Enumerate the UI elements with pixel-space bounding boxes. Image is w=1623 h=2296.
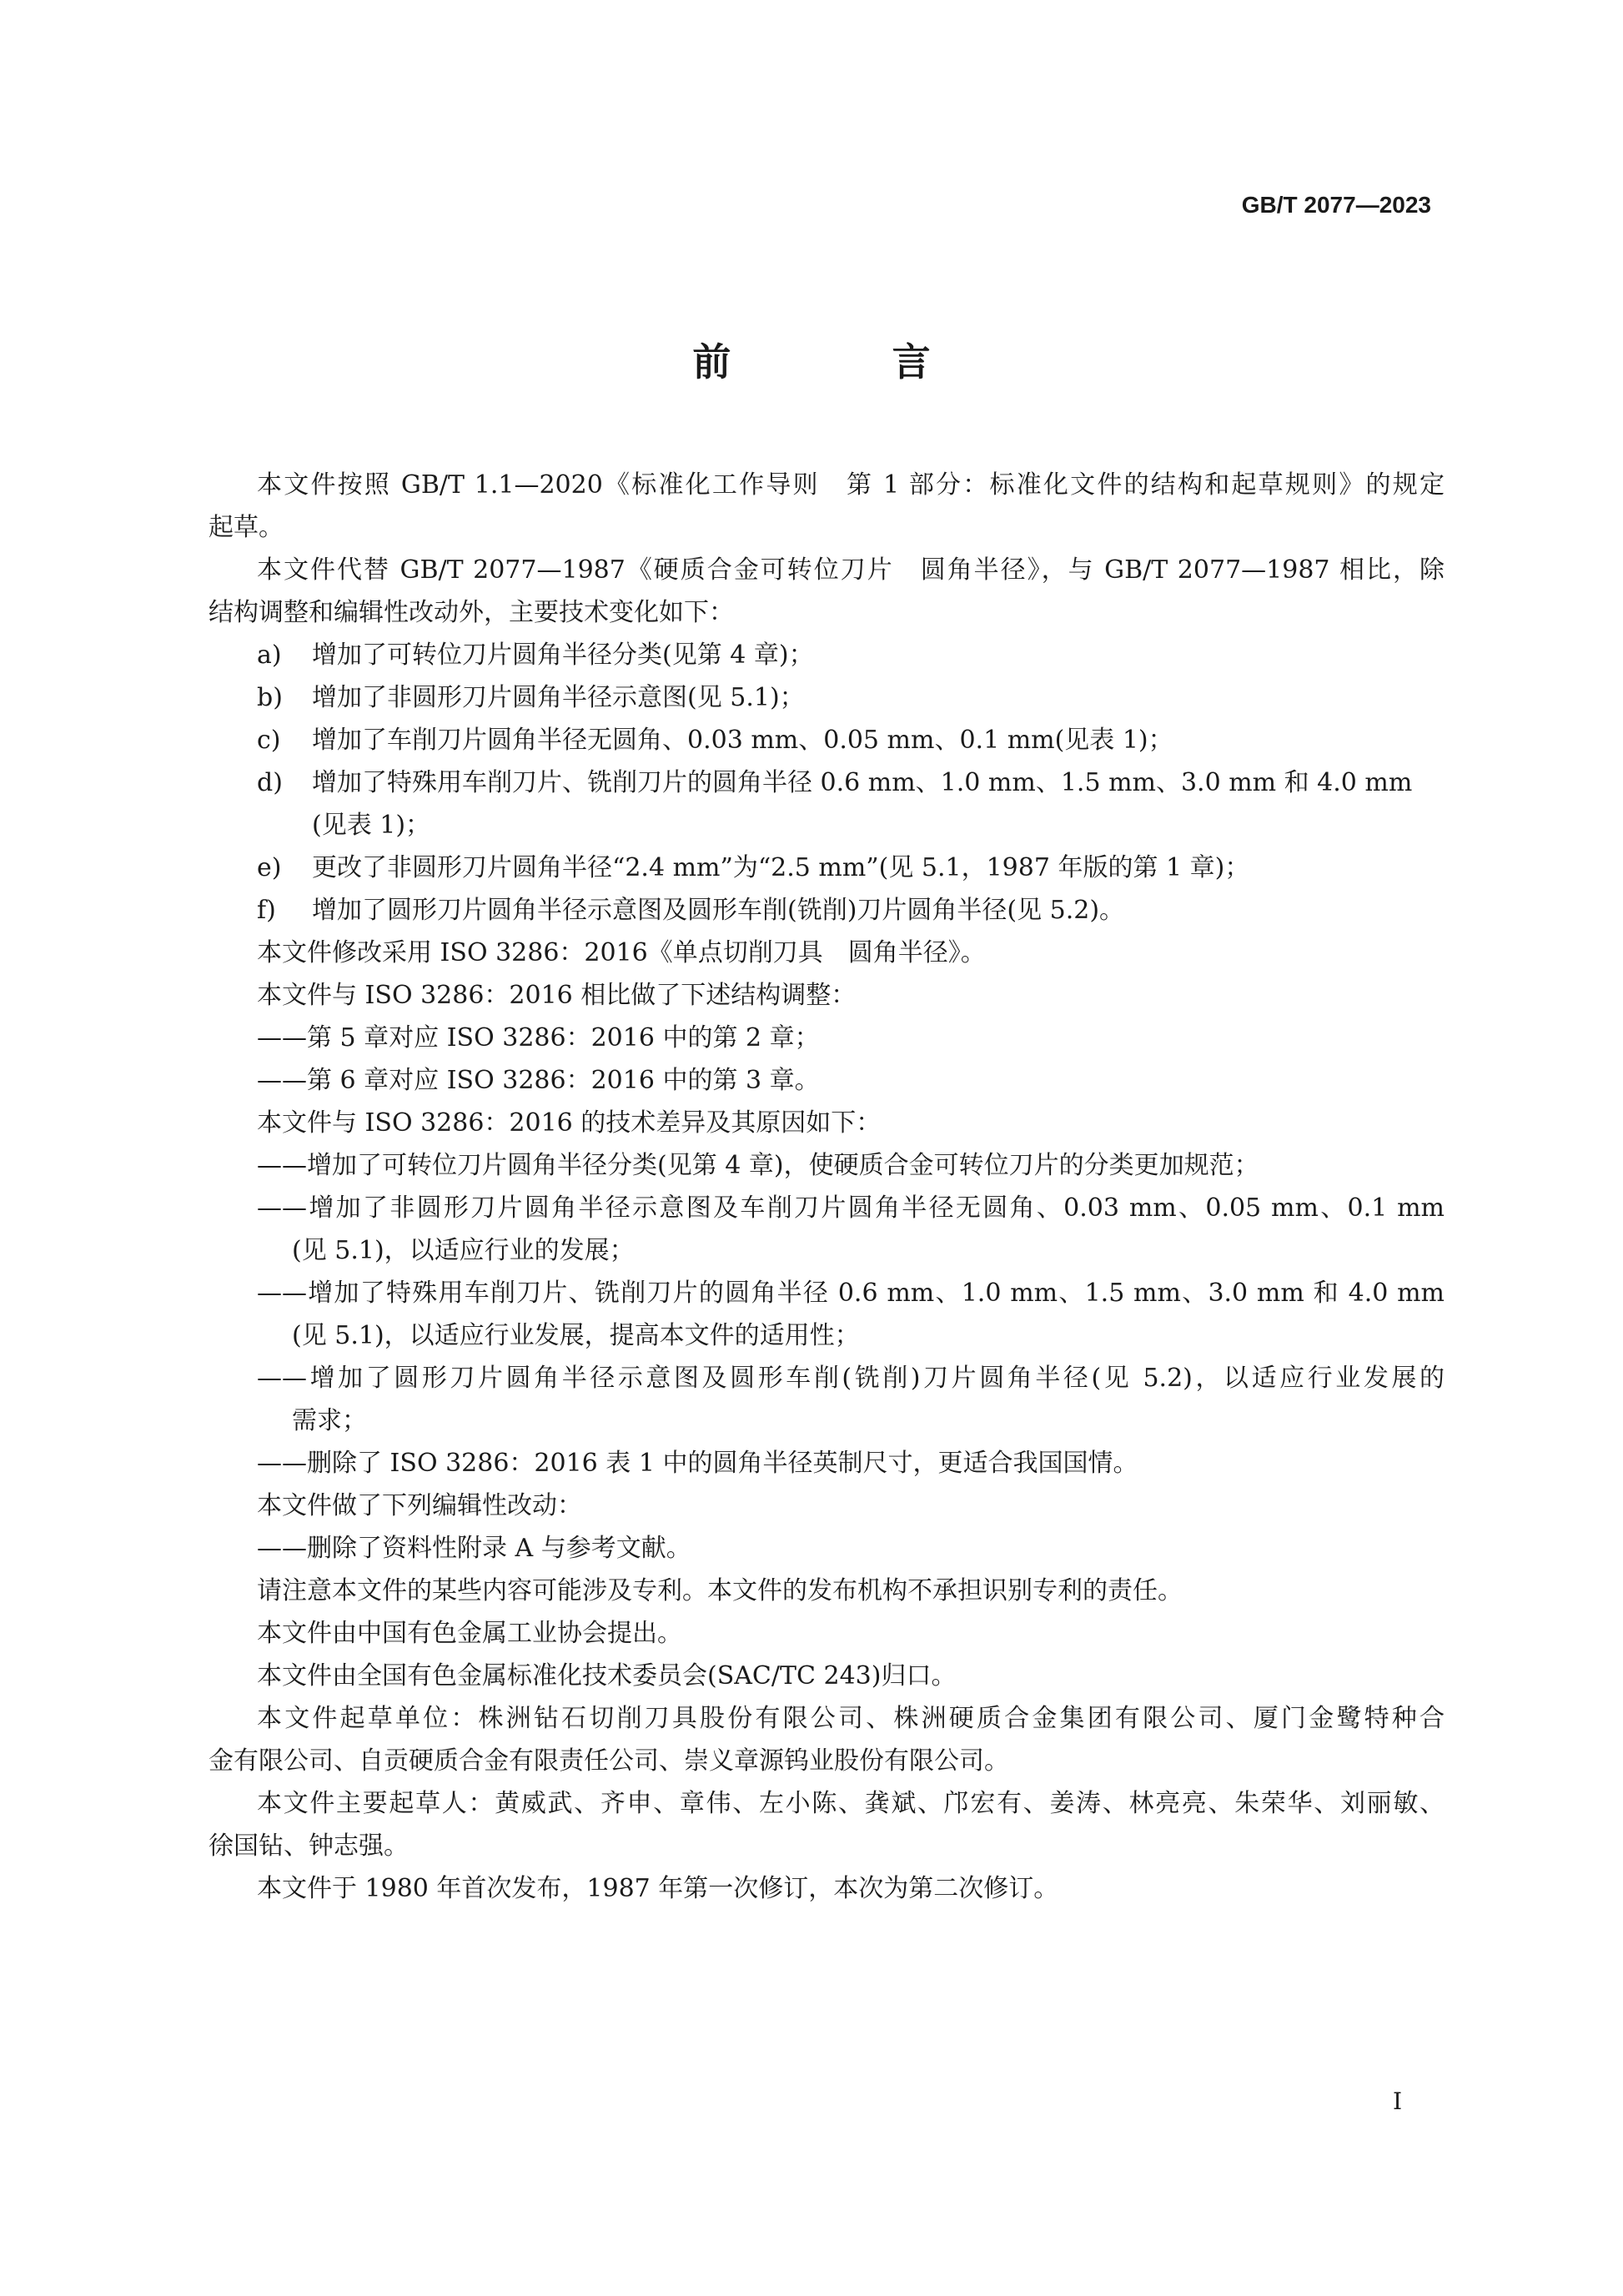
dash-item: ——增加了可转位刀片圆角半径分类(见第 4 章)，使硬质合金可转位刀片的分类更加规范； [257, 1151, 1259, 1180]
paragraph-line: 本文件由全国有色金属标准化技术委员会(SAC/TC 243)归口。 [257, 1661, 957, 1691]
list-item-continuation [209, 804, 1445, 847]
paragraph-line: 徐国钻、钟志强。 [209, 1831, 409, 1861]
dash-item: ——第 6 章对应 ISO 3286：2016 中的第 3 章。 [257, 1066, 820, 1095]
paragraph-line: 本文件由中国有色金属工业协会提出。 [257, 1619, 682, 1648]
paragraph-line: 金有限公司、自贡硬质合金有限责任公司、崇义章源钨业股份有限公司。 [209, 1746, 1009, 1776]
list-item [209, 719, 1445, 761]
list-text: 更改了非圆形刀片圆角半径“2.4 mm”为“2.5 mm”(见 5.1，1987 年版的第 1 章)； [312, 853, 1250, 882]
paragraph-line: 本文件与 ISO 3286：2016 的技术差异及其原因如下： [257, 1108, 882, 1138]
paragraph-line: 本文件按照 GB/T 1.1—2020《标准化工作导则 第 1 部分：标准化文件的结构和起草规则》的规定 [257, 470, 1445, 500]
paragraph-line: 结构调整和编辑性改动外，主要技术变化如下： [209, 598, 734, 627]
list-text: (见表 1)； [312, 811, 431, 840]
list-text: 增加了可转位刀片圆角半径分类(见第 4 章)； [312, 641, 814, 670]
list-label: b) [257, 683, 283, 712]
paragraph-line: 起草。 [209, 513, 284, 542]
dash-item: ——增加了圆形刀片圆角半径示意图及圆形车削(铣削)刀片圆角半径(见 5.2)，以适应行业发展的 [257, 1364, 1445, 1393]
paragraph-line: 本文件代替 GB/T 2077—1987《硬质合金可转位刀片 圆角半径》，与 GB/T 2077—1987 相比，除 [257, 555, 1445, 585]
list-item [209, 634, 1445, 676]
paragraph-line: 本文件于 1980 年首次发布，1987 年第一次修订，本次为第二次修订。 [257, 1874, 1059, 1903]
document-body [209, 464, 1445, 1910]
dash-item: ——删除了资料性附录 A 与参考文献。 [257, 1534, 691, 1563]
list-item [209, 761, 1445, 804]
dash-item: ——增加了非圆形刀片圆角半径示意图及车削刀片圆角半径无圆角、0.03 mm、0.05 mm、0.1 mm [257, 1193, 1445, 1223]
paragraph-line: 请注意本文件的某些内容可能涉及专利。本文件的发布机构不承担识别专利的责任。 [257, 1576, 1183, 1605]
list-item [209, 676, 1445, 719]
list-text: 增加了非圆形刀片圆角半径示意图(见 5.1)； [312, 683, 805, 712]
list-item [209, 847, 1445, 889]
list-text: 增加了圆形刀片圆角半径示意图及圆形车削(铣削)刀片圆角半径(见 5.2)。 [312, 896, 1125, 925]
dash-item-continuation: 需求； [292, 1406, 367, 1435]
page-number: I [1392, 2088, 1402, 2115]
dash-item: ——删除了 ISO 3286：2016 表 1 中的圆角半径英制尺寸，更适合我国国情。 [257, 1449, 1138, 1478]
list-label: c) [257, 726, 281, 755]
paragraph-line: 本文件主要起草人：黄威武、齐申、章伟、左小陈、龚斌、邝宏有、姜涛、林亮亮、朱荣华、刘丽敏、 [257, 1789, 1445, 1818]
list-label: d) [257, 768, 283, 797]
list-label: a) [257, 641, 282, 670]
list-label-spacer [257, 804, 312, 847]
dash-item-continuation: (见 5.1)，以适应行业发展，提高本文件的适用性； [292, 1321, 860, 1350]
dash-item: ——增加了特殊用车削刀片、铣削刀片的圆角半径 0.6 mm、1.0 mm、1.5 mm、3.0 mm 和 4.0 mm [257, 1279, 1445, 1308]
standard-number: GB/T 2077—2023 [1241, 192, 1431, 218]
list-item [209, 889, 1445, 932]
list-text: 增加了车削刀片圆角半径无圆角、0.03 mm、0.05 mm、0.1 mm(见表 1)； [312, 726, 1173, 755]
list-label: f) [257, 896, 276, 925]
paragraph-line: 本文件做了下列编辑性改动： [257, 1491, 582, 1520]
list-text: 增加了特殊用车削刀片、铣削刀片的圆角半径 0.6 mm、1.0 mm、1.5 mm、3.0 mm 和 4.0 mm [312, 768, 1413, 797]
paragraph-line: 本文件与 ISO 3286：2016 相比做了下述结构调整： [257, 981, 857, 1010]
dash-item: ——第 5 章对应 ISO 3286：2016 中的第 2 章； [257, 1023, 820, 1053]
dash-item-continuation: (见 5.1)，以适应行业的发展； [292, 1236, 635, 1265]
page-title: 前 言 [692, 339, 992, 384]
list-label: e) [257, 853, 282, 882]
paragraph-line: 本文件修改采用 ISO 3286：2016《单点切削刀具 圆角半径》。 [257, 938, 986, 967]
paragraph-line: 本文件起草单位：株洲钻石切削刀具股份有限公司、株洲硬质合金集团有限公司、厦门金鹭特种合 [257, 1704, 1445, 1733]
